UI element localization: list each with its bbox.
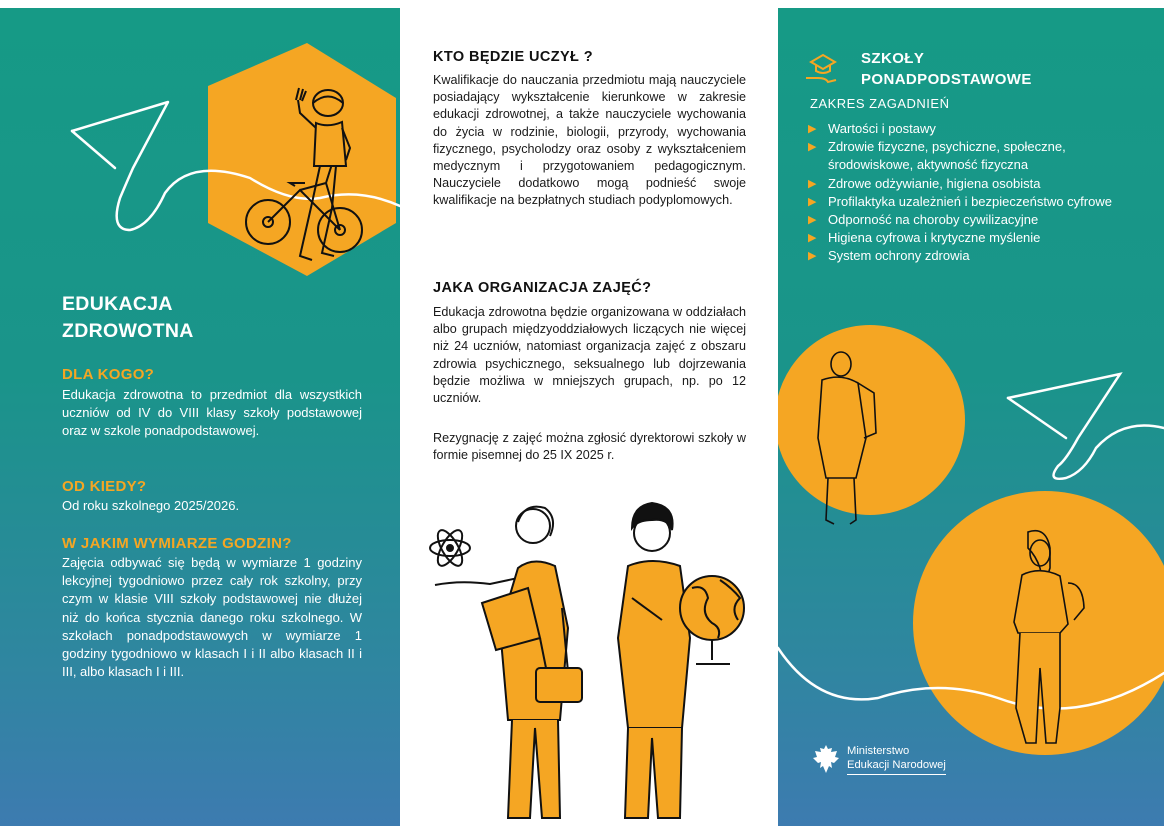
topic-text: Profilaktyka uzależnień i bezpieczeństwo cyfrowe [828, 193, 1112, 209]
teachers-heading: KTO BĘDZIE UCZYŁ ? [433, 49, 593, 65]
triangle-bullet-icon: ▶ [808, 250, 817, 263]
ministry-name [847, 744, 946, 775]
white-eagle-emblem-icon [811, 742, 841, 776]
list-item [808, 211, 1128, 229]
ministry-line-1: Ministerstwo [847, 744, 910, 757]
list-item [808, 229, 1128, 247]
yellow-circle-top [778, 325, 965, 515]
list-item [808, 193, 1128, 211]
section-title [861, 48, 1032, 90]
topic-text: Zdrowie fizyczne, psychiczne, społeczne, środowiskowe, aktywność fizyczna [828, 139, 1066, 173]
topics-subtitle: ZAKRES ZAGADNIEŃ [810, 96, 950, 111]
ministry-line-2: Edukacji Narodowej [847, 758, 946, 771]
teachers-illustration [400, 488, 778, 826]
topics-list [808, 120, 1128, 266]
organization-heading: JAKA ORGANIZACJA ZAJĘĆ? [433, 280, 652, 296]
topic-text: Zdrowe odżywianie, higiena osobista [828, 175, 1041, 191]
resign-text: Rezygnację z zajęć można zgłosić dyrektorowi szkoły w formie pisemnej do 25 IX 2025 r. [433, 431, 746, 463]
list-item [808, 175, 1128, 193]
page-title [62, 291, 194, 345]
topic-text: Odporność na choroby cywilizacyjne [828, 212, 1039, 228]
triangle-bullet-icon: ▶ [808, 177, 817, 190]
hexagon-shape [208, 43, 396, 276]
list-item [808, 247, 1128, 265]
left-panel [0, 8, 400, 826]
organization-text: Edukacja zdrowotna będzie organizowana w oddziałach albo grupach międzyoddziałowych liczących nie więcej niż 24 uczniów, natomiast organizacja zajęć z obszaru zdrowia psychicznego, seksualnego lub dojrzewania będzie możliwa w mniejszych grupach, np. po 12 uczniów. [433, 305, 746, 406]
middle-panel [400, 8, 778, 826]
title-line-2: PONADPODSTAWOWE [861, 71, 1032, 88]
since-text: Od roku szkolnego 2025/2026. [62, 498, 240, 513]
triangle-bullet-icon: ▶ [808, 123, 817, 135]
list-item [808, 120, 1128, 138]
title-line-1: EDUKACJA [62, 293, 173, 315]
who-text: Edukacja zdrowotna to przedmiot dla wszystkich uczniów od IV do VIII klasy szkoły podstawowej oraz w szkole ponadpodstawowej. [62, 387, 362, 439]
list-item [808, 138, 1128, 174]
since-heading: OD KIEDY? [62, 478, 147, 495]
title-line-2: ZDROWOTNA [62, 320, 194, 342]
topic-text: Higiena cyfrowa i krytyczne myślenie [828, 230, 1041, 246]
triangle-bullet-icon: ▶ [808, 232, 817, 245]
triangle-bullet-icon: ▶ [808, 195, 817, 208]
right-panel [778, 8, 1164, 826]
ministry-logo [811, 742, 946, 776]
triangle-bullet-icon: ▶ [808, 214, 817, 227]
who-heading: DLA KOGO? [62, 366, 155, 383]
title-line-1: SZKOŁY [861, 50, 925, 67]
triangle-bullet-icon: ▶ [808, 141, 817, 154]
hours-text: Zajęcia odbywać się będą w wymiarze 1 godziny lekcyjnej tygodniowo przez cały rok szkolny, przy czym w klasie VIII szkoły podstawowej nie dłużej niż do końca stycznia danego roku szkolnego. W szkołach ponadpodstawowych w wymiarze 1 godziny tygodniowo w klasach I i II albo klasach II i III, albo klasach I i III. [62, 555, 362, 680]
atom-icon [430, 527, 470, 570]
topic-text: Wartości i postawy [828, 121, 936, 136]
graduation-cap-hand-icon [806, 55, 836, 82]
teachers-text: Kwalifikacje do nauczania przedmiotu mają nauczyciele posiadający wykształcenie kierunkowe w zakresie edukacji zdrowotnej, a także nauczyciele wychowania do życia w rodzinie, biologii, przyrody, wychowania fizycznego, psycholodzy oraz osoby z wykształceniem medycznym i przygotowaniem pedagogicznym. Nauczyciele dodatkowo mogą podnieść swoje kwalifikacje na bezpłatnych studiach podyplomowych. [433, 73, 746, 208]
topic-text: System ochrony zdrowia [828, 248, 970, 264]
hours-heading: W JAKIM WYMIARZE GODZIN? [62, 535, 292, 552]
